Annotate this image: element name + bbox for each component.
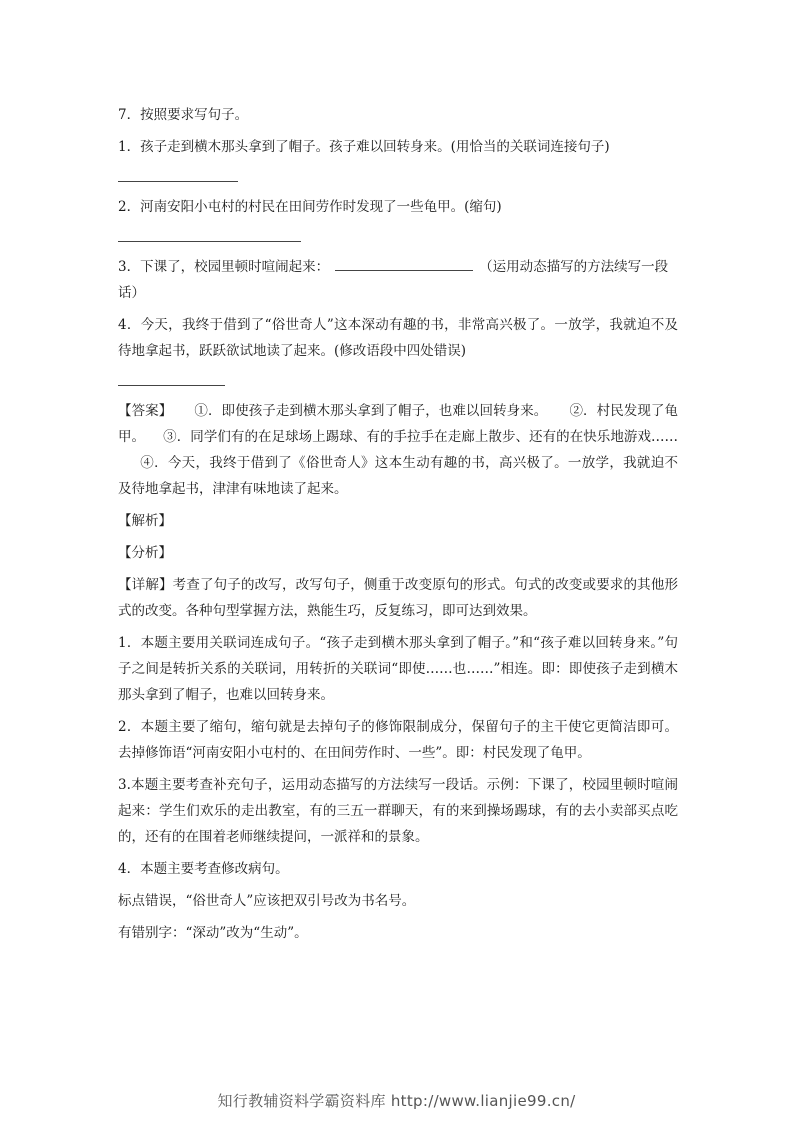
answer-blank-1[interactable] [118,166,678,186]
question-title: 7．按照要求写句子。 [118,107,249,123]
answer-1: ①．即使孩子走到横木那头拿到了帽子，也难以回转身来。 [194,403,548,419]
analysis-point-4: 4．本题主要考查修改病句。 [118,861,289,877]
detail-text: 考查了句子的改写，改写句子，侧重于改变原句的形式。句式的改变或要求的其他形式的改变。各种句型掌握方法，熟能生巧，反复练习，即可达到效果。 [118,577,679,619]
detail-paragraph [118,572,678,624]
answer-3: ③．同学们有的在足球场上踢球、有的手拉手在走廊上散步、还有的在快乐地游戏…… [163,429,679,445]
answer-label: 【答案】 [118,403,173,419]
answer-2: ②．村民发现了龟甲。 [118,403,679,445]
question-item-3-suffix: （运用动态描写的方法续写一段 [479,259,669,275]
question-item-3-cont: 话） [118,285,145,301]
answer-blank-4[interactable] [118,370,678,390]
question-item-2: 2．河南安阳小屯村的村民在田间劳作时发现了一些龟甲。(缩句) [118,199,502,215]
answer-4: ④．今天，我终于借到了《俗世奇人》这本生动有趣的书，高兴极了。一放学，我就迫不及待地拿起书，津津有味地读了起来。 [118,455,678,497]
answer-blank-3[interactable] [335,256,473,271]
answer-blank-2[interactable] [118,226,678,246]
detail-label: 【详解】 [118,577,173,593]
analysis-point-3: 3.本题主要考查补充句子，运用动态描写的方法续写一段话。示例：下课了，校园里顿时喧闹起来：学生们欢乐的走出教室，有的三五一群聊天，有的来到操场踢球，有的去小卖部买点吃的，还有的在围着老师继续提问，一派祥和的景象。 [118,777,678,845]
analysis-label: 【解析】 [118,513,172,529]
document-body [118,102,678,952]
question-item-3 [118,254,678,306]
question-item-4: 4．今天，我终于借到了“俗世奇人”这本深动有趣的书，非常高兴极了。一放学，我就迫不及待地拿起书，跃跃欲试地读了起来。(修改语段中四处错误) [118,317,678,359]
analysis-point-6: 有错别字：“深动”改为“生动”。 [118,925,308,941]
question-item-3-prefix: 3．下课了，校园里顿时喧闹起来： [118,259,330,275]
question-item-1: 1．孩子走到横木那头拿到了帽子。孩子难以回转身来。(用恰当的关联词连接句子) [118,139,610,155]
analysis-point-2: 2．本题主要了缩句，缩句就是去掉句子的修饰限制成分，保留句子的主干使它更简洁即可。去掉修饰语“河南安阳小屯村的、在田间劳作时、一些”。即：村民发现了龟甲。 [118,719,678,761]
footer-watermark: 知行教辅资料学霸资料库 http://www.lianjie99.cn/ [217,1092,576,1110]
analysis-point-1: 1．本题主要用关联词连成句子。“孩子走到横木那头拿到了帽子。”和“孩子难以回转身来。”句子之间是转折关系的关联词，用转折的关联词“即使……也……”相连。即：即使孩子走到横木那头拿到了帽子，也难以回转身来。 [118,635,678,703]
answer-block [118,398,678,502]
analysis-point-5: 标点错误，“俗世奇人”应该把双引号改为书名号。 [118,893,416,909]
fenxi-label: 【分析】 [118,545,172,561]
